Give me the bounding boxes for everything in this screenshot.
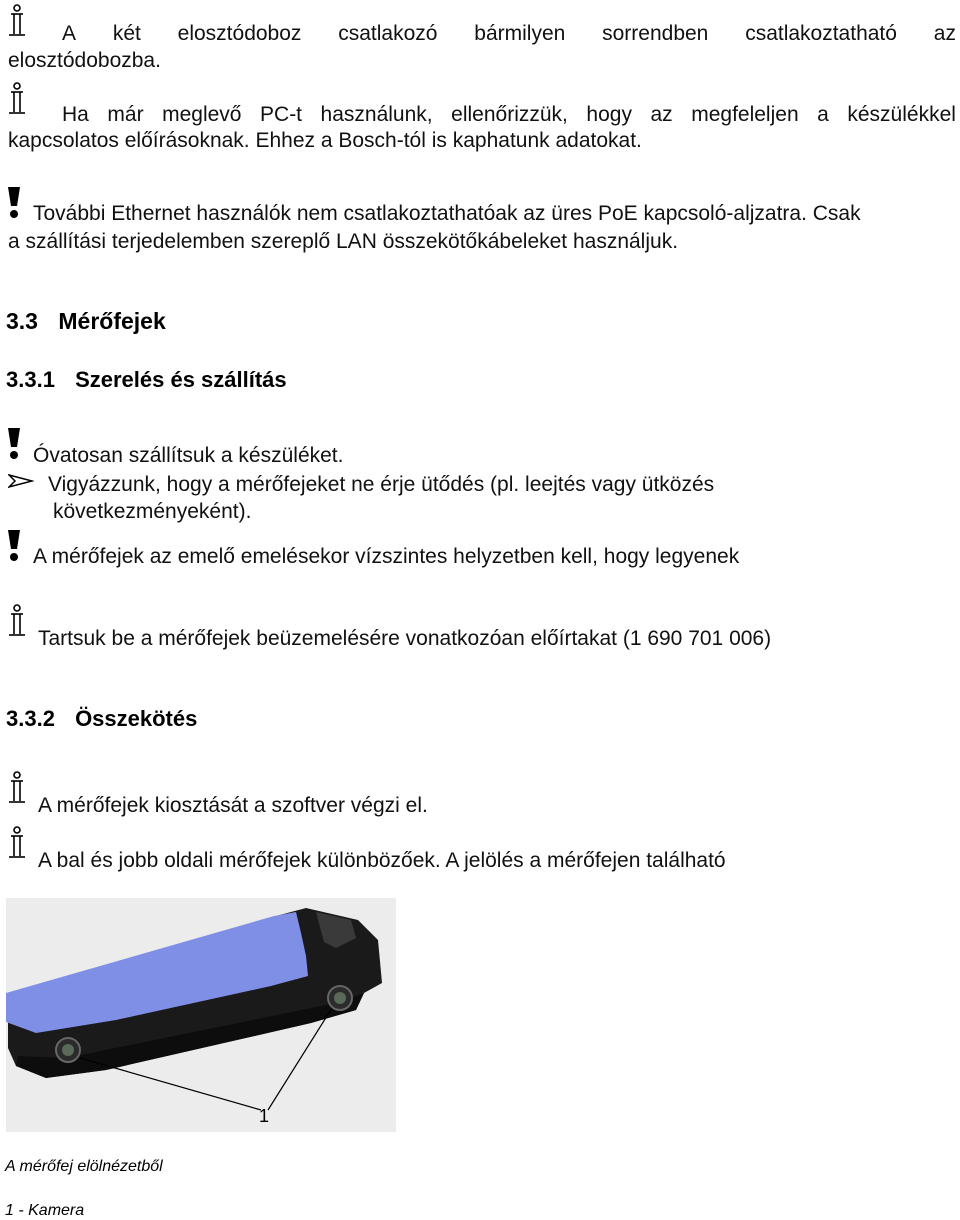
exclamation-warning-icon	[4, 427, 24, 461]
warning-line: Óvatosan szállítsuk a készüléket.	[33, 444, 344, 467]
note-word: két	[112, 22, 141, 45]
note-line: Tartsuk be a mérőfejek beüzemelésére vonatkozóan előírtakat (1 690 701 006)	[38, 627, 772, 650]
note-icon	[6, 771, 28, 805]
note-line: A bal és jobb oldali mérőfejek különbözőek. A jelölés a mérőfejen található	[38, 849, 726, 872]
note-word: már	[107, 103, 144, 126]
note-icon	[6, 82, 28, 116]
bullet-line: Vigyázzunk, hogy a mérőfejeket ne érje ütődés (pl. leejtés vagy ütközés	[48, 473, 715, 496]
figure-callout: 1	[259, 1106, 270, 1126]
arrow-bullet-icon	[8, 473, 34, 489]
bullet-line: következményeként).	[53, 500, 252, 523]
note-word: használunk,	[320, 103, 433, 126]
subsection-number: 3.3.2	[6, 706, 55, 731]
note-line: kapcsolatos előírásoknak. Ehhez a Bosch-tól is kaphatunk adatokat.	[8, 129, 642, 152]
measuring-head-figure	[6, 898, 396, 1132]
note-word: ellenőrizzük,	[451, 103, 568, 126]
note-word: megfeleljen	[691, 103, 799, 126]
exclamation-warning-icon	[4, 186, 24, 220]
note-word: hogy	[586, 103, 632, 126]
warning-line: További Ethernet használók nem csatlakoztathatóak az üres PoE kapcsoló-aljzatra. Csak	[33, 202, 861, 225]
figure-caption: A mérőfej elölnézetből	[5, 1158, 163, 1175]
note-line: elosztódobozba.	[8, 49, 161, 72]
note-word: az	[650, 103, 673, 126]
figure-legend: 1 - Kamera	[5, 1202, 85, 1219]
subsection-heading	[6, 367, 287, 393]
subsection-heading	[6, 706, 197, 732]
note-word: meglevő	[162, 103, 242, 126]
note-word: PC-t	[260, 103, 303, 126]
note-line	[62, 101, 956, 128]
note-icon	[6, 826, 28, 860]
section-title: Mérőfejek	[58, 308, 166, 334]
note-word: csatlakozó	[338, 22, 438, 45]
warning-line: a szállítási terjedelemben szereplő LAN összekötőkábeleket használjuk.	[8, 230, 679, 253]
note-word: sorrendben	[602, 22, 709, 45]
note-word: az	[933, 22, 956, 45]
warning-line: A mérőfejek az emelő emelésekor vízszintes helyzetben kell, hogy legyenek	[33, 545, 740, 568]
exclamation-warning-icon	[4, 529, 24, 563]
subsection-title: Összekötés	[75, 706, 198, 731]
note-line: A mérőfejek kiosztását a szoftver végzi el.	[38, 794, 428, 817]
note-word: bármilyen	[474, 22, 566, 45]
note-word: a	[817, 103, 829, 126]
note-icon	[6, 4, 28, 38]
section-heading	[6, 308, 166, 335]
note-word: A	[62, 22, 77, 45]
note-word: készülékkel	[847, 103, 956, 126]
subsection-number: 3.3.1	[6, 367, 55, 392]
section-number: 3.3	[6, 308, 38, 334]
note-word: Ha	[62, 103, 89, 126]
note-word: elosztódoboz	[177, 22, 302, 45]
note-word: csatlakoztatható	[745, 22, 897, 45]
subsection-title: Szerelés és szállítás	[75, 367, 287, 392]
note-line	[62, 20, 956, 47]
note-icon	[6, 604, 28, 638]
